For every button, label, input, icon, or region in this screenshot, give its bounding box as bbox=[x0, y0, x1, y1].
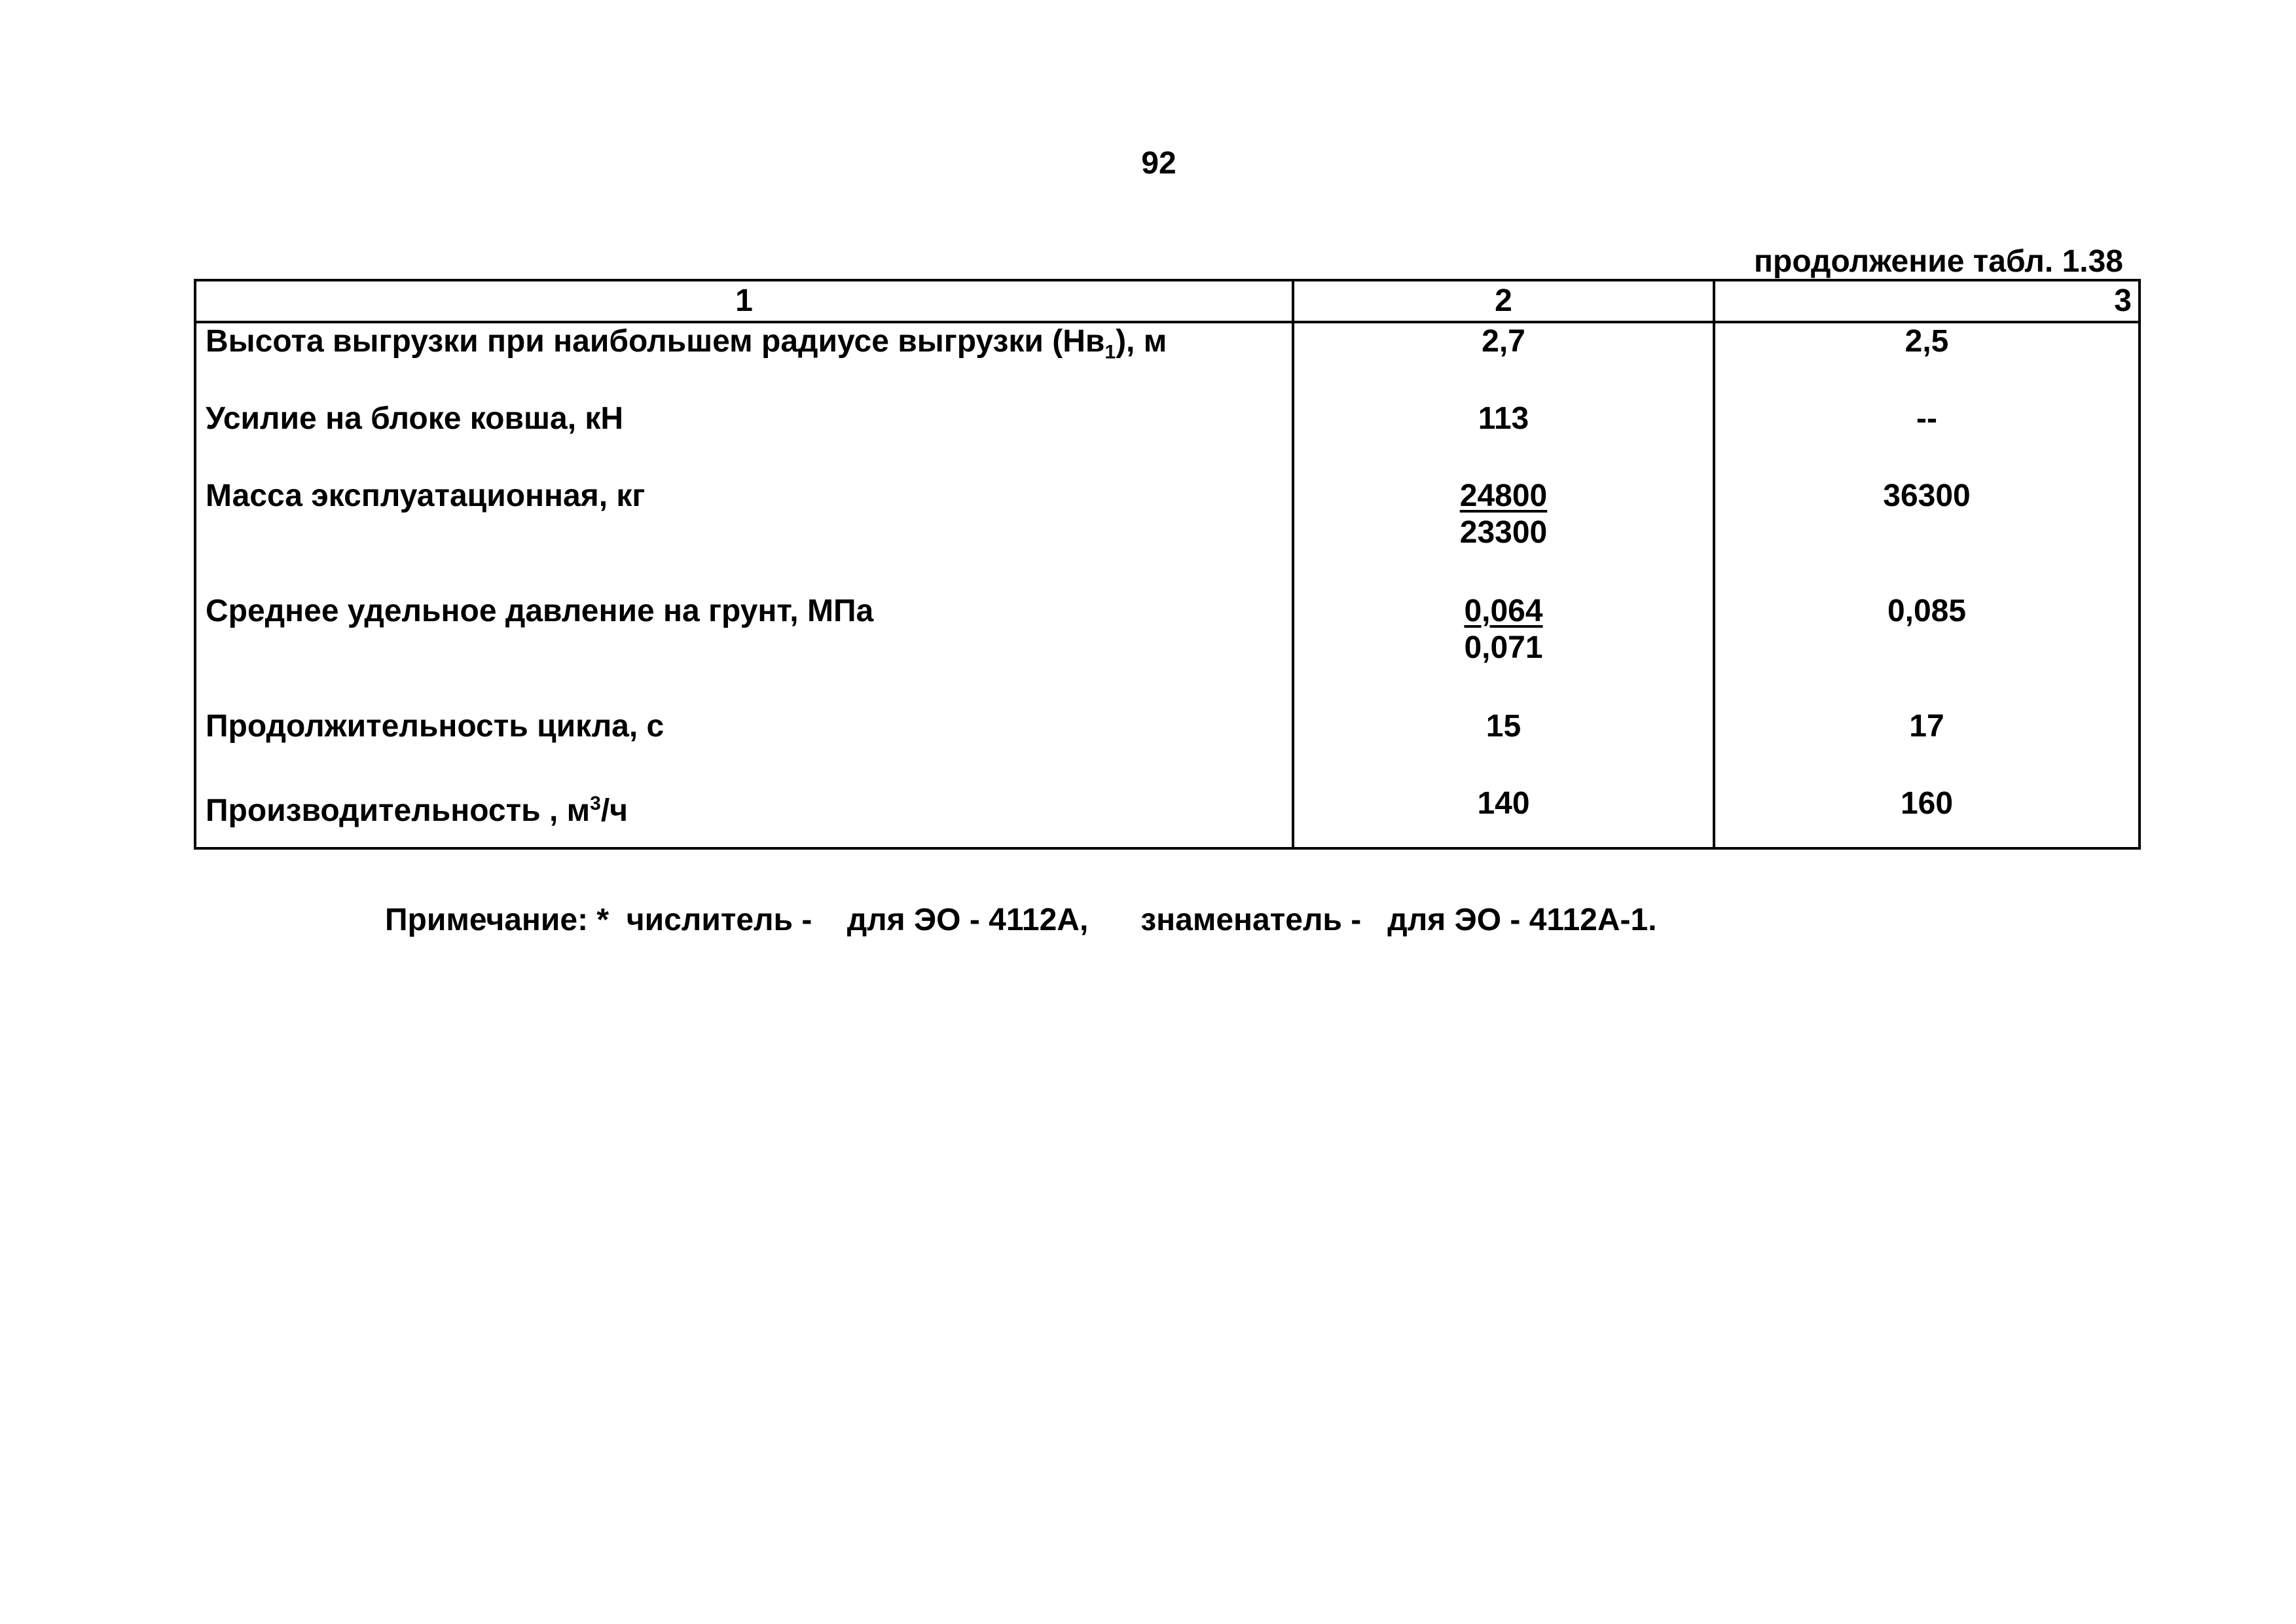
parameter-unit: /ч bbox=[600, 793, 629, 828]
table-header-row bbox=[195, 280, 2140, 322]
table-row bbox=[195, 708, 2140, 785]
fraction-value bbox=[1464, 593, 1542, 666]
value-cell-col3: 160 bbox=[1714, 785, 2140, 848]
column-header-3: 3 bbox=[1714, 280, 2140, 322]
value-cell-col3: -- bbox=[1714, 401, 2140, 478]
parameter-cell bbox=[195, 322, 1293, 401]
table-row bbox=[195, 785, 2140, 848]
table-row bbox=[195, 401, 2140, 478]
parameter-cell bbox=[195, 785, 1293, 848]
value-cell-col2 bbox=[1293, 593, 1714, 708]
parameter-name: Высота выгрузки при наибольшем радиусе выгрузки (Нв bbox=[206, 324, 1105, 359]
table-continuation-label: продолжение табл. 1.38 bbox=[1754, 244, 2123, 279]
specifications-table bbox=[194, 279, 2141, 850]
parameter-subscript: 1 bbox=[1104, 341, 1116, 363]
value-cell-col2 bbox=[1293, 478, 1714, 593]
parameter-unit: ), м bbox=[1116, 324, 1167, 359]
value-cell-col3: 36300 bbox=[1714, 478, 2140, 593]
column-header-2: 2 bbox=[1293, 280, 1714, 322]
parameter-cell: Усилие на блоке ковша, кН bbox=[195, 401, 1293, 478]
parameter-name: Производительность , м bbox=[206, 793, 591, 828]
fraction-value bbox=[1460, 478, 1547, 551]
fraction-numerator: 24800 bbox=[1459, 478, 1548, 513]
value-cell-col2: 140 bbox=[1293, 785, 1714, 848]
value-cell-col3: 17 bbox=[1714, 708, 2140, 785]
parameter-cell: Масса эксплуатационная, кг bbox=[195, 478, 1293, 593]
parameter-superscript: 3 bbox=[590, 793, 601, 814]
table-row bbox=[195, 322, 2140, 401]
fraction-numerator: 0,064 bbox=[1464, 594, 1543, 628]
value-cell-col2: 15 bbox=[1293, 708, 1714, 785]
table-row bbox=[195, 478, 2140, 593]
fraction-denominator: 0,071 bbox=[1464, 630, 1543, 665]
parameter-cell: Среднее удельное давление на грунт, МПа bbox=[195, 593, 1293, 708]
column-header-1: 1 bbox=[195, 280, 1293, 322]
value-cell-col3: 2,5 bbox=[1714, 322, 2140, 401]
parameter-cell: Продолжительность цикла, с bbox=[195, 708, 1293, 785]
value-cell-col3: 0,085 bbox=[1714, 593, 2140, 708]
table-row bbox=[195, 593, 2140, 708]
table-footnote: Примечание: * числитель - для ЭО - 4112А, знаменатель - для ЭО - 4112А-1. bbox=[385, 903, 1657, 937]
value-cell-col2: 113 bbox=[1293, 401, 1714, 478]
fraction-denominator: 23300 bbox=[1459, 515, 1548, 550]
page-number: 92 bbox=[1141, 146, 1176, 181]
value-cell-col2: 2,7 bbox=[1293, 322, 1714, 401]
